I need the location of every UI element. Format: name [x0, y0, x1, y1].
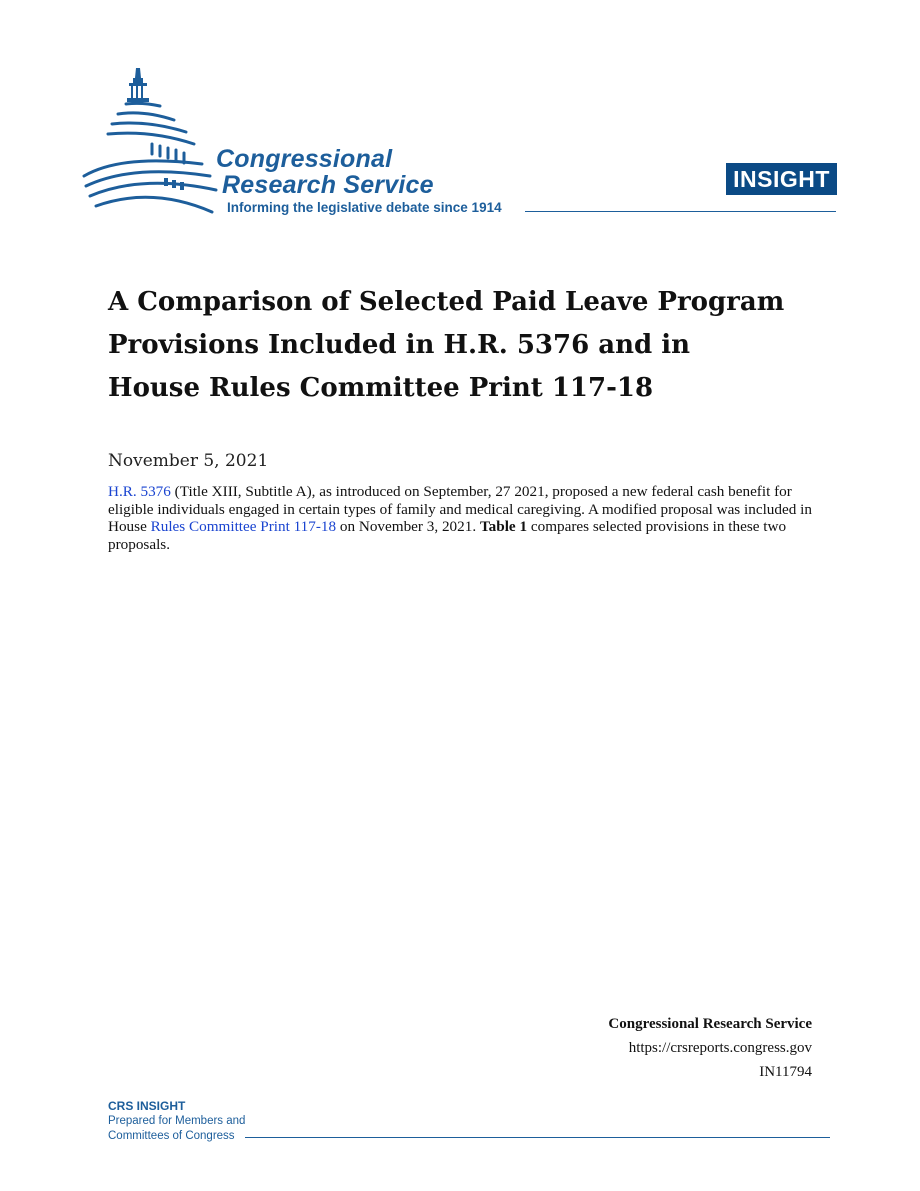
- rules-committee-print-link[interactable]: Rules Committee Print 117-18: [150, 518, 337, 535]
- table-reference: Table 1: [479, 518, 528, 535]
- body-text-3: compares selected provisions in these two proposals.: [108, 518, 787, 553]
- body-paragraph: [108, 483, 823, 553]
- organization-wordmark: [216, 146, 434, 198]
- footer-citation: [608, 1012, 812, 1084]
- body-text-1: (Title XIII, Subtitle A), as introduced on September, 27 2021, proposed a new federal cash benefit for eligible individuals engaged in certain types of family and medical caregiving. A modified proposal was included in House: [108, 483, 812, 535]
- footer-line-2: Committees of Congress: [108, 1130, 235, 1142]
- footer-line-1: Prepared for Members and: [108, 1115, 246, 1127]
- footer-org: Congressional Research Service: [608, 1016, 812, 1032]
- title-line-2: Provisions Included in H.R. 5376 and in: [108, 330, 690, 360]
- footer-report-id: IN11794: [759, 1064, 812, 1080]
- footer-label: CRS INSIGHT: [108, 1099, 186, 1113]
- title-line-3: House Rules Committee Print 117-18: [108, 373, 654, 403]
- document-title: [108, 281, 848, 410]
- hr5376-link[interactable]: H.R. 5376: [108, 483, 171, 500]
- publication-date: November 5, 2021: [108, 451, 269, 471]
- org-name-line2: Research Service: [222, 171, 434, 199]
- footer-divider: [245, 1137, 830, 1138]
- crs-insight-footer: [108, 1099, 245, 1144]
- title-line-1: A Comparison of Selected Paid Leave Program: [108, 287, 785, 317]
- header-divider: [525, 211, 836, 212]
- body-text-2: on November 3, 2021.: [336, 518, 480, 535]
- footer-url[interactable]: https://crsreports.congress.gov: [628, 1040, 812, 1056]
- org-tagline: Informing the legislative debate since 1914: [227, 200, 502, 215]
- org-name-line1: Congressional: [216, 145, 393, 173]
- insight-badge: INSIGHT: [726, 163, 837, 195]
